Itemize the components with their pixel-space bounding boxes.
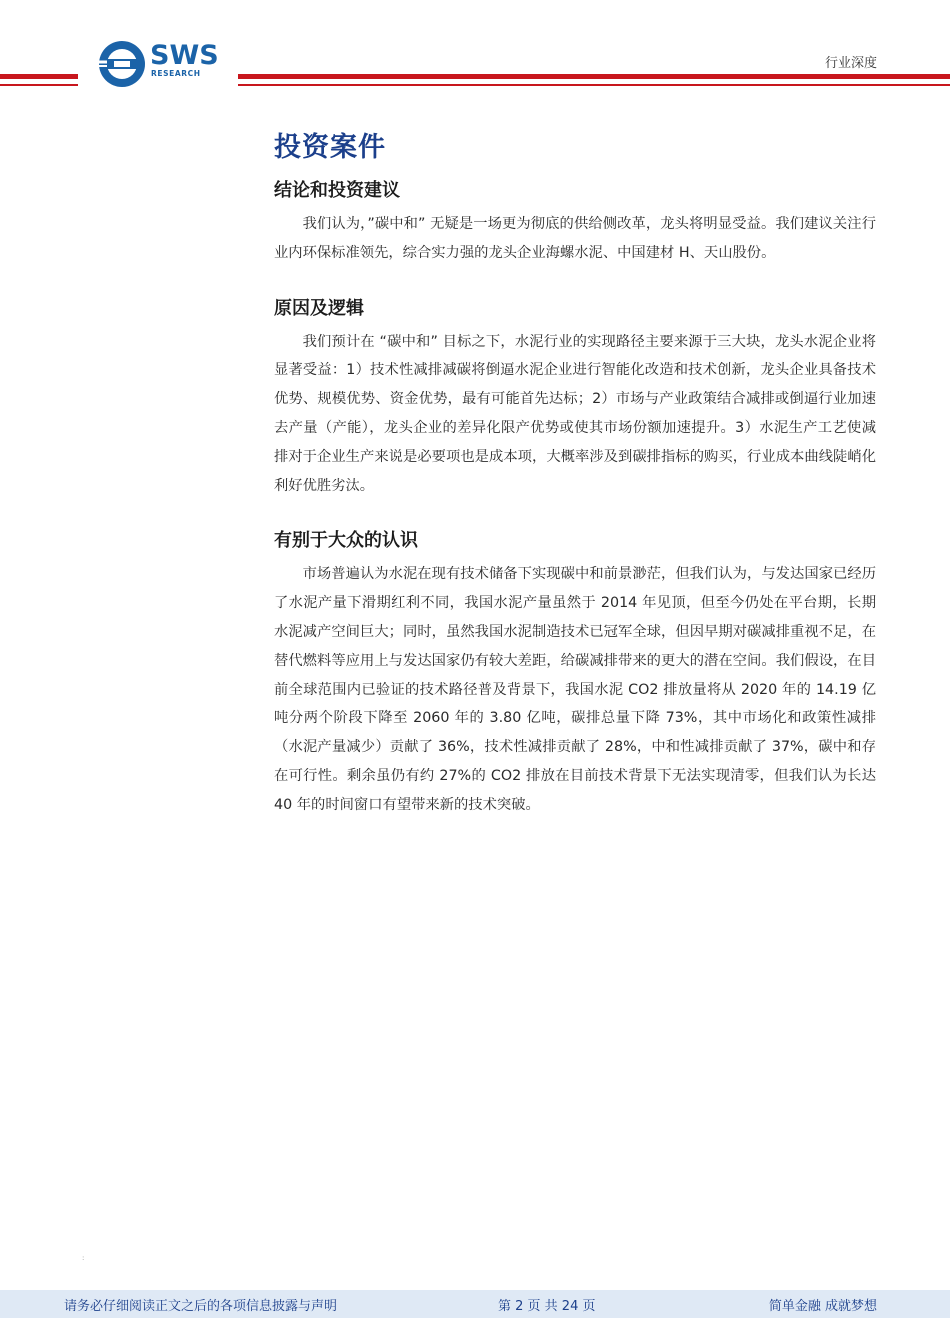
page-number: 第 2 页 共 24 页 (498, 1299, 596, 1314)
section-heading: 有别于大众的认识 (274, 530, 418, 552)
report-type-tag: 行业深度 (824, 56, 877, 71)
header-rule-left-thick (0, 74, 78, 79)
header-rule-left-thin (0, 84, 78, 86)
section-paragraph: 我们预计在 “碳中和” 目标之下，水泥行业的实现路径主要来源于三大块，龙头水泥企业将显著受益：1）技术性减排减碳将倒逼水泥企业进行智能化改造和技术创新，龙头企业具备技术优势、规模优势、资金优势，最有可能首先达标；2）市场与产业政策结合减排或倒逼行业加速去产量（产能），龙头企业的差异化限产优势或使其市场份额加速提升。3）水泥生产工艺使减排对于企业生产来说是必要项也是成本项，大概率涉及到碳排指标的购买，行业成本曲线陡峭化利好优胜劣汰。 (274, 333, 876, 494)
sws-logo-mark-icon (98, 40, 146, 88)
footer-slogan: 简单金融 成就梦想 (768, 1299, 877, 1314)
section-heading: 原因及逻辑 (274, 297, 364, 319)
section-conclusion (274, 178, 876, 268)
main-content (274, 128, 876, 848)
logo-text: SWS (150, 40, 219, 71)
section-heading: 结论和投资建议 (274, 180, 400, 201)
section-paragraph: 市场普遍认为水泥在现有技术储备下实现碳中和前景渺茫，但我们认为，与发达国家已经历了水泥产量下滑期红利不同，我国水泥产量虽然于 2014 年见顶，但至今仍处在平台期，长期水泥减产空间巨大；同时，虽然我国水泥制造技术已冠军全球，但因早期对碳减排重视不足，在替代燃料等应用上与发达国家仍有较大差距，给碳减排带来的更大的潜在空间。我们假设，在目前全球范围内已验证的技术路径普及背景下，我国水泥 CO2 排放量将从 2020 年的 14.19 亿吨分两个阶段下降至 2060 年的 3.80 亿吨，碳排总量下降 73%，其中市场化和政策性减排（水泥产量减少）贡献了 36%，技术性减排贡献了 28%，中和性减排贡献了 37%，碳中和存在可行性。剩余虽仍有约 27%的 CO2 排放在目前技术背景下无法实现清零，但我们认为长达 40 年的时间窗口有望带来新的技术突破。 (274, 566, 876, 813)
header-rule-right-thin (238, 84, 950, 86)
logo-subtext: RESEARCH (151, 69, 201, 78)
section-differentiated-view (274, 528, 876, 819)
header-rule-right-thick (238, 74, 950, 79)
page-header (0, 0, 950, 100)
footer-mark: : (82, 1254, 85, 1262)
sws-logo (98, 38, 228, 88)
section-paragraph: 我们认为，”碳中和” 无疑是一场更为彻底的供给侧改革，龙头将明显受益。我们建议关注行业内环保标准领先，综合实力强的龙头企业海螺水泥、中国建材 H、天山股份。 (274, 216, 876, 261)
section-reasons (274, 296, 876, 501)
footer-disclaimer: 请务必仔细阅读正文之后的各项信息披露与声明 (64, 1299, 338, 1314)
page-title: 投资案件 (274, 132, 386, 163)
